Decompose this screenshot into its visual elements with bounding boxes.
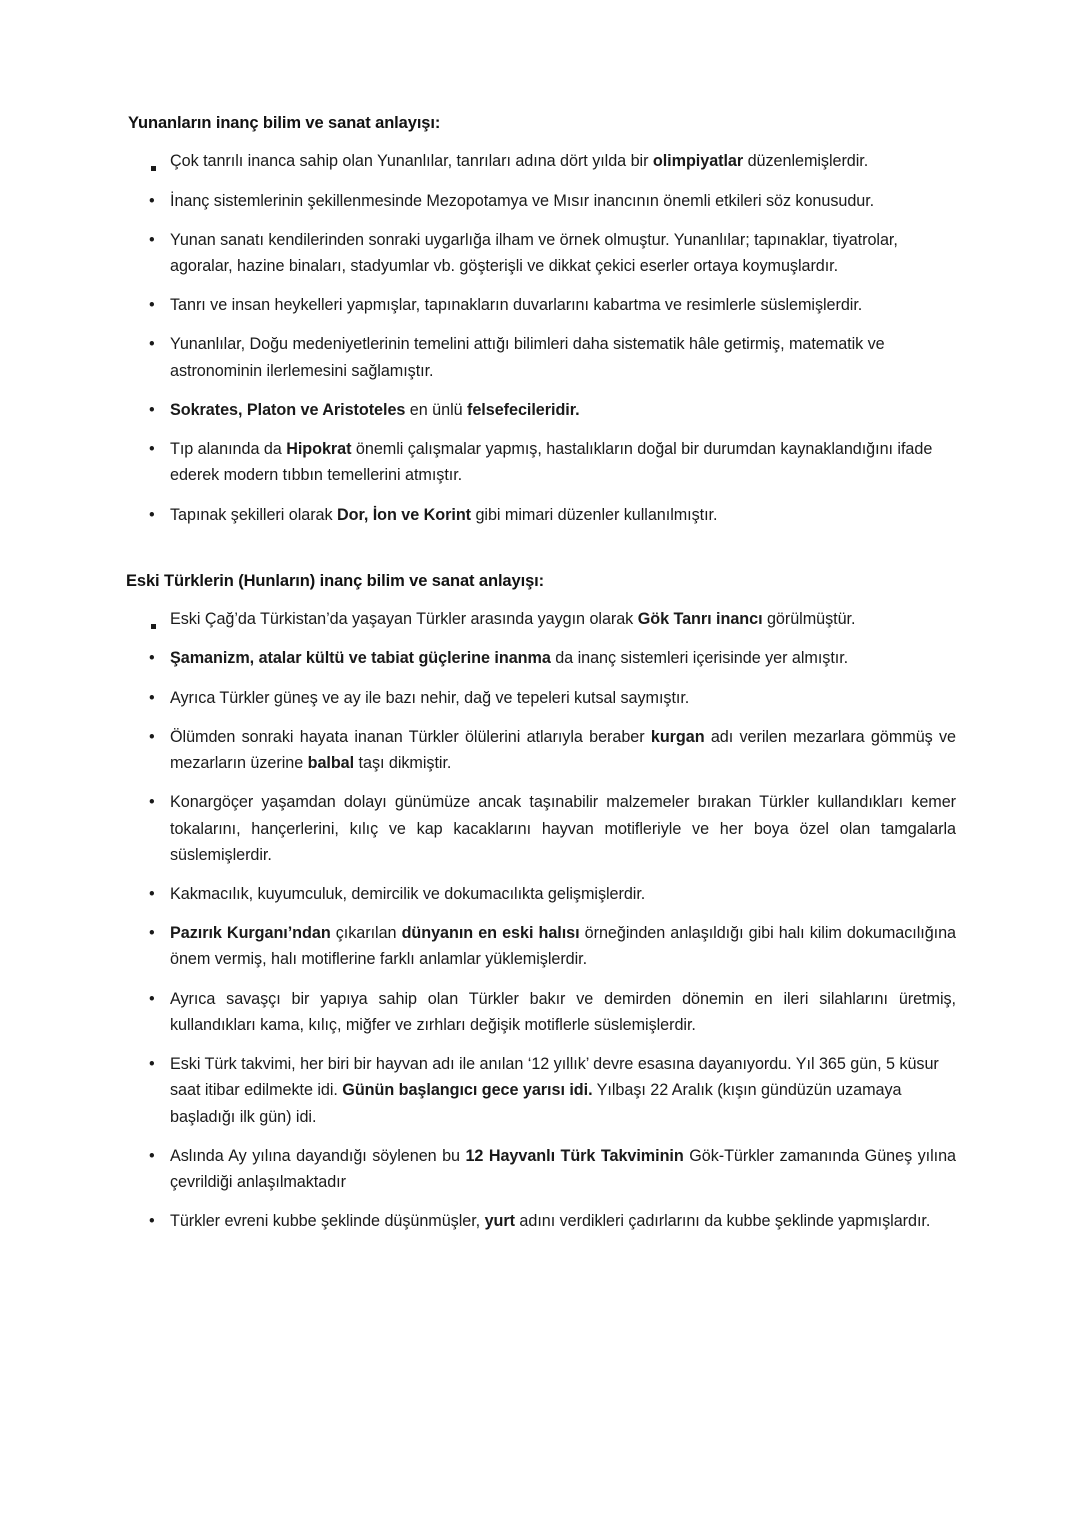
list-item bbox=[145, 881, 956, 907]
list-item-text bbox=[170, 440, 932, 484]
list-item-text bbox=[170, 924, 956, 968]
dot-bullet-icon bbox=[149, 397, 155, 423]
plain-text: Ölümden sonraki hayata inanan Türkler ölülerini atlarıyla beraber bbox=[170, 727, 651, 746]
section-eski-turkler bbox=[128, 570, 956, 1235]
bullet-list-yunanlar bbox=[128, 148, 956, 528]
plain-text: Türkler evreni kubbe şeklinde düşünmüşler, bbox=[170, 1212, 485, 1231]
list-item-text bbox=[170, 1055, 939, 1125]
emphasis-text: dünyanın en eski halısı bbox=[401, 924, 580, 943]
plain-text: Yunanlılar, Doğu medeniyetlerinin temelini attığı bilimleri daha sistematik hâle getirmiş, matematik ve astronominin ilerlemesini sağlamıştır. bbox=[170, 335, 885, 380]
plain-text: Yılbaşı 22 Aralık (kışın gündüzün uzamaya başladığı ilk gün) idi. bbox=[170, 1081, 902, 1126]
list-item-text bbox=[170, 1212, 930, 1230]
dot-bullet-icon bbox=[149, 292, 155, 318]
dot-bullet-icon bbox=[149, 724, 155, 750]
plain-text: Tanrı ve insan heykelleri yapmışlar, tapınakların duvarlarını kabartma ve resimlerle süslemişlerdir. bbox=[170, 296, 863, 315]
list-item-text bbox=[170, 1147, 956, 1191]
dot-bullet-icon bbox=[149, 227, 155, 253]
emphasis-text: yurt bbox=[484, 1212, 515, 1231]
list-item bbox=[145, 920, 956, 972]
emphasis-text: Gök Tanrı inancı bbox=[637, 610, 763, 629]
list-item-text bbox=[170, 793, 956, 863]
list-item-text bbox=[170, 990, 956, 1034]
list-item-text bbox=[170, 728, 956, 772]
dot-bullet-icon bbox=[149, 881, 155, 907]
section-heading-yunanlar: Yunanların inanç bilim ve sanat anlayışı: bbox=[128, 114, 441, 132]
list-item-text bbox=[170, 610, 855, 628]
bullet-list-eski-turkler bbox=[128, 606, 956, 1234]
plain-text: Aslında Ay yılına dayandığı söylenen bu bbox=[170, 1146, 466, 1165]
list-item bbox=[145, 986, 956, 1038]
list-item bbox=[145, 331, 956, 383]
plain-text: adını verdikleri çadırlarını da kubbe şeklinde yapmışlardır. bbox=[514, 1212, 931, 1231]
plain-text: adı verilen mezarlara gömmüş ve mezarların üzerine bbox=[170, 727, 956, 773]
dot-bullet-icon bbox=[149, 436, 155, 462]
list-item bbox=[145, 148, 956, 174]
plain-text: Gök-Türkler zamanında Güneş yılına çevrildiği anlaşılmaktadır bbox=[170, 1146, 956, 1192]
plain-text: Kakmacılık, kuyumculuk, demircilik ve dokumacılıkta gelişmişlerdir. bbox=[170, 884, 646, 903]
plain-text: en ünlü bbox=[405, 400, 468, 419]
plain-text: Yunan sanatı kendilerinden sonraki uygarlığa ilham ve örnek olmuştur. Yunanlılar; tapınaklar, tiyatrolar, agoralar, hazine binaları, stadyumlar vb. göşterişli ve dikkat çekici eserler ortaya koymuşlardır. bbox=[170, 230, 898, 275]
list-item-text bbox=[170, 401, 580, 419]
plain-text: taşı dikmiştir. bbox=[354, 754, 452, 773]
list-item bbox=[145, 292, 956, 318]
emphasis-text: Hipokrat bbox=[286, 440, 352, 459]
dot-bullet-icon bbox=[149, 188, 155, 214]
list-item bbox=[145, 606, 956, 632]
dot-bullet-icon bbox=[149, 986, 155, 1012]
plain-text: çıkarılan bbox=[330, 924, 402, 943]
list-item bbox=[145, 502, 956, 528]
list-item-text bbox=[170, 689, 689, 707]
list-item bbox=[145, 1143, 956, 1195]
list-item-text bbox=[170, 152, 868, 170]
list-item-text bbox=[170, 885, 645, 903]
list-item bbox=[145, 1208, 956, 1234]
square-bullet-icon bbox=[149, 606, 156, 629]
plain-text: Eski Türk takvimi, her biri bir hayvan adı ile anılan ‘12 yıllık’ devre esasına dayanıyordu. Yıl 365 gün, 5 küsur saat itibar edilmekte idi. bbox=[170, 1055, 939, 1100]
list-item bbox=[145, 188, 956, 214]
plain-text: Konargöçer yaşamdan dolayı günümüze ancak taşınabilir malzemeler bırakan Türkler kullandıkları kemer tokalarını, hançerlerini, kılıç ve kap kacaklarını hayvan motifleriyle ve her boya özel olan tamgalarla süslemişlerdir. bbox=[170, 793, 956, 864]
section-heading-eski-turkler: Eski Türklerin (Hunların) inanç bilim ve sanat anlayışı: bbox=[126, 571, 545, 590]
plain-text: Çok tanrılı inanca sahip olan Yunanlılar, tanrıları adına dört yılda bir bbox=[170, 152, 653, 171]
plain-text: örneğinden anlaşıldığı gibi halı kilim dokumacılığına önem vermiş, halı motiflerine farklı anlamlar yüklemişlerdir. bbox=[170, 924, 956, 969]
emphasis-text: Dor, İon ve Korint bbox=[337, 505, 472, 524]
plain-text: gibi mimari düzenler kullanılmıştır. bbox=[471, 505, 718, 524]
emphasis-text: Günün başlangıcı gece yarısı idi. bbox=[342, 1081, 593, 1100]
emphasis-text: kurgan bbox=[650, 727, 705, 746]
list-item bbox=[145, 227, 956, 279]
list-item-text bbox=[170, 231, 898, 275]
section-yunanlar bbox=[128, 112, 956, 528]
plain-text: Eski Çağ’da Türkistan’da yaşayan Türkler arasında yaygın olarak bbox=[170, 610, 638, 629]
plain-text: görülmüştür. bbox=[762, 610, 856, 629]
list-item-text bbox=[170, 296, 862, 314]
emphasis-text: Şamanizm, atalar kültü ve tabiat güçlerine inanma bbox=[170, 649, 551, 668]
emphasis-text: 12 Hayvanlı Türk Takviminin bbox=[465, 1146, 684, 1165]
emphasis-text: balbal bbox=[307, 754, 355, 773]
list-item bbox=[145, 685, 956, 711]
dot-bullet-icon bbox=[149, 685, 155, 711]
plain-text: da inanç sistemleri içerisinde yer almıştır. bbox=[550, 649, 849, 668]
list-item bbox=[145, 645, 956, 671]
emphasis-text: Pazırık Kurganı’ndan bbox=[170, 924, 331, 943]
dot-bullet-icon bbox=[149, 1208, 155, 1234]
list-item bbox=[145, 789, 956, 868]
list-item-text bbox=[170, 506, 717, 524]
emphasis-text: felsefecileridir. bbox=[467, 400, 580, 419]
plain-text: İnanç sistemlerinin şekillenmesinde Mezopotamya ve Mısır inancının önemli etkileri söz konusudur. bbox=[170, 191, 875, 210]
dot-bullet-icon bbox=[149, 920, 155, 946]
dot-bullet-icon bbox=[149, 502, 155, 528]
emphasis-text: Sokrates, Platon ve Aristoteles bbox=[170, 400, 406, 419]
plain-text: önemli çalışmalar yapmış, hastalıkların doğal bir durumdan kaynaklandığını ifade ederek modern tıbbın temellerini atmıştır. bbox=[170, 440, 933, 485]
dot-bullet-icon bbox=[149, 331, 155, 357]
list-item-text bbox=[170, 335, 885, 379]
list-item-text bbox=[170, 192, 874, 210]
list-item bbox=[145, 1051, 956, 1130]
list-item bbox=[145, 397, 956, 423]
document-content bbox=[128, 112, 956, 1235]
dot-bullet-icon bbox=[149, 645, 155, 671]
plain-text: Tapınak şekilleri olarak bbox=[170, 505, 337, 524]
dot-bullet-icon bbox=[149, 789, 155, 815]
square-bullet-icon bbox=[149, 148, 156, 171]
list-item bbox=[145, 724, 956, 776]
emphasis-text: olimpiyatlar bbox=[652, 152, 744, 171]
plain-text: Ayrıca savaşçı bir yapıya sahip olan Türkler bakır ve demirden dönemin en ileri silahlarını üretmiş, kullandıkları kama, kılıç, miğfer ve zırhları değişik motiflerle süslemişlerdir. bbox=[170, 989, 956, 1034]
dot-bullet-icon bbox=[149, 1051, 155, 1077]
list-item bbox=[145, 436, 956, 488]
plain-text: Tıp alanında da bbox=[170, 440, 287, 459]
list-item-text bbox=[170, 649, 848, 667]
dot-bullet-icon bbox=[149, 1143, 155, 1169]
plain-text: düzenlemişlerdir. bbox=[743, 152, 869, 171]
plain-text: Ayrıca Türkler güneş ve ay ile bazı nehir, dağ ve tepeleri kutsal saymıştır. bbox=[170, 688, 690, 707]
